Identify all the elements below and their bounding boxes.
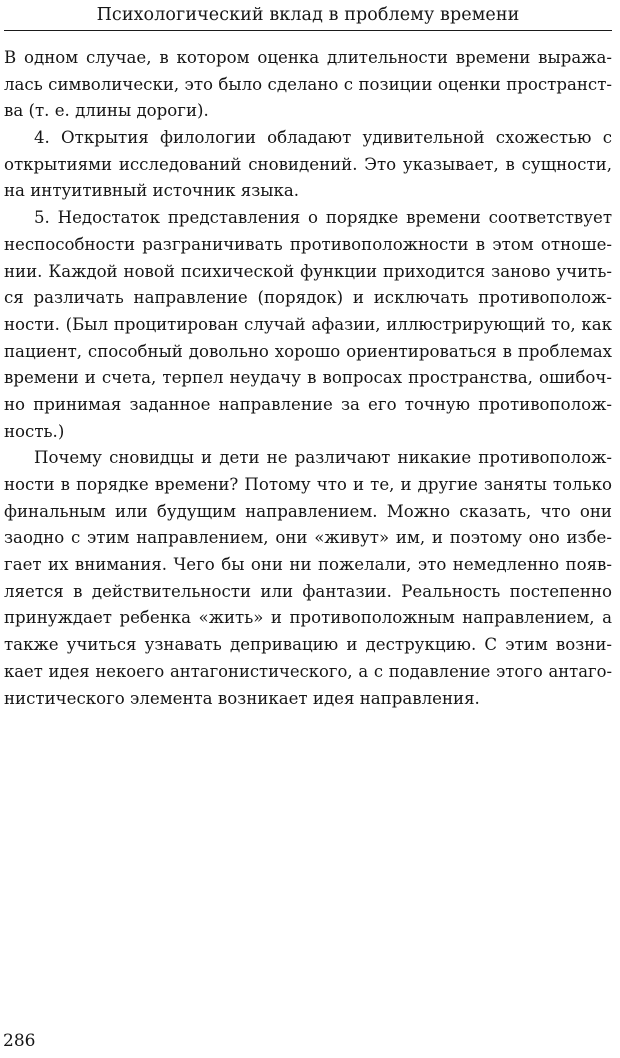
header-rule (4, 30, 612, 31)
paragraph-1 (4, 45, 612, 125)
text-line: времени и счета, терпел неудачу в вопросах пространства, ошибоч- (4, 368, 612, 388)
text-line: принуждает ребенка «жить» и противоположным направлением, а (4, 608, 612, 628)
text-line: на интуитивный источник языка. (4, 181, 300, 201)
text-line: открытиями исследований сновидений. Это указывает, в сущности, (4, 154, 612, 174)
text-line: кает идея некоего антагонистического, а с подавление этого антаго- (4, 661, 612, 681)
text-line: ся различать направление (порядок) и исключать противополож- (4, 288, 612, 308)
text-line: также учиться узнавать депривацию и деструкцию. С этим возни- (4, 635, 612, 655)
text-line: финальным или будущим направлением. Можно сказать, что они (4, 501, 612, 521)
text-line: ва (т. е. длины дороги). (4, 101, 209, 121)
text-line: 5. Недостаток представления о порядке времени соответствует (34, 208, 612, 228)
text-line: заодно с этим направлением, они «живут» им, и поэтому оно избе- (4, 528, 612, 548)
text-line: неспособности разграничивать противоположности в этом отноше- (4, 234, 612, 254)
text-line: В одном случае, в котором оценка длительности времени выража- (4, 48, 612, 67)
paragraph-2 (4, 125, 612, 205)
running-head: Психологический вклад в проблему времени (96, 5, 520, 25)
text-line: ность.) (4, 421, 65, 441)
paragraph-3 (4, 205, 612, 445)
text-line: нистического элемента возникает идея направления. (4, 688, 480, 708)
text-line: Почему сновидцы и дети не различают никакие противополож- (34, 448, 612, 468)
paragraph-4 (4, 445, 612, 712)
text-line: ности в порядке времени? Потому что и те, и другие заняты только (4, 475, 612, 494)
text-line: гает их внимания. Чего бы они ни пожелали, это немедленно появ- (4, 555, 612, 575)
page-number: 286 (3, 1031, 36, 1051)
text-line: лась символически, это было сделано с позиции оценки пространст- (4, 74, 612, 94)
text-line: ляется в действительности или фантазии. Реальность постепенно (4, 581, 612, 601)
text-body (4, 45, 612, 712)
text-line: нии. Каждой новой психической функции приходится заново учить- (4, 261, 612, 281)
text-line: 4. Открытия филологии обладают удивительной схожестью с (34, 128, 612, 148)
text-line: пациент, способный довольно хорошо ориентироваться в проблемах (4, 341, 612, 361)
text-line: но принимая заданное направление за его точную противополож- (4, 394, 612, 414)
text-line: ности. (Был процитирован случай афазии, иллюстрирующий то, как (4, 314, 612, 334)
